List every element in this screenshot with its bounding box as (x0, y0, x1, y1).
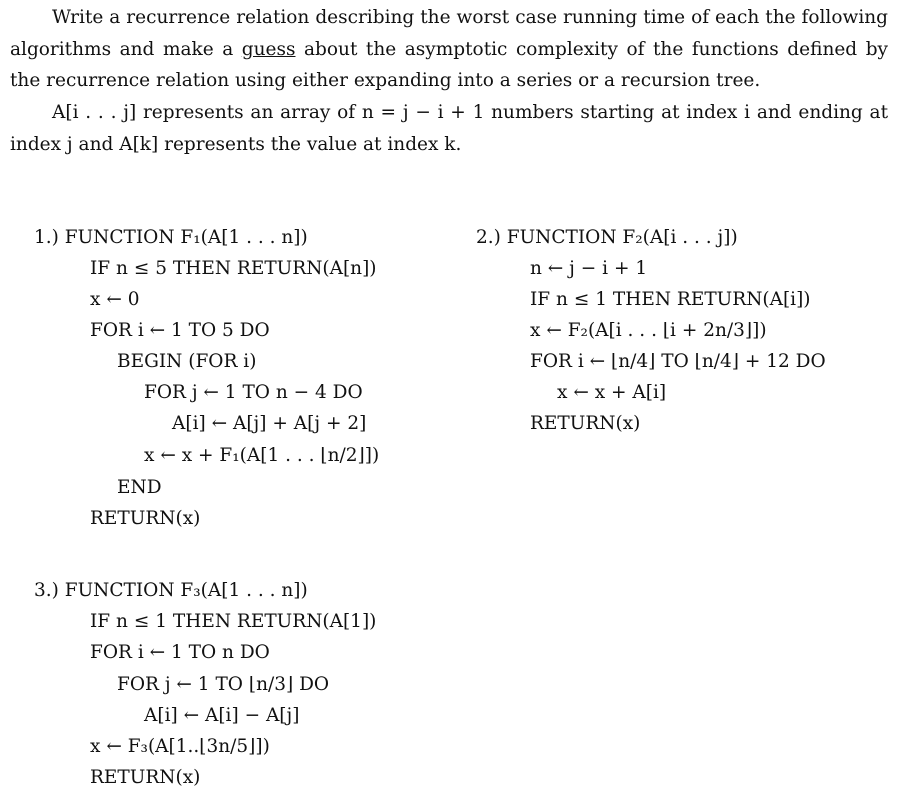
algorithm-1-line: FOR j ← 1 TO n − 4 DO (144, 382, 363, 403)
algorithm-3-line: A[i] ← A[i] − A[j] (144, 705, 300, 726)
algorithm-3-header: 3.) FUNCTION F₃(A[1 . . . n]) (34, 580, 308, 601)
algorithm-2-line: n ← j − i + 1 (530, 258, 648, 279)
algorithm-1-line: A[i] ← A[j] + A[j + 2] (172, 413, 367, 434)
algorithm-2-line: IF n ≤ 1 THEN RETURN(A[i]) (530, 289, 811, 310)
algorithm-1-line: x ← x + F₁(A[1 . . . ⌊n/2⌋]) (144, 445, 380, 466)
algorithm-1-line: x ← 0 (90, 289, 140, 310)
intro-paragraph-2: A[i . . . j] represents an array of n = j − i + 1 numbers starting at index i and ending at index j and A[k] represents the value at index k. (10, 102, 888, 155)
algorithm-2-line: x ← x + A[i] (557, 382, 667, 403)
algorithm-2-line: FOR i ← ⌊n/4⌋ TO ⌊n/4⌋ + 12 DO (530, 351, 826, 372)
intro-text-before: Write a recurrence relation describing the worst case running time of each the following algorithms and make a (10, 7, 888, 60)
intro-paragraph-1 (10, 2, 888, 97)
algorithm-1-line: RETURN(x) (90, 508, 201, 529)
algorithm-1-line: END (117, 477, 162, 498)
algorithm-2-line: RETURN(x) (530, 413, 641, 434)
intro-text-after: about the asymptotic complexity of the functions defined by the recurrence relation using either expanding into a series or a recursion tree. (10, 38, 888, 91)
algorithm-3-line: FOR i ← 1 TO n DO (90, 642, 270, 663)
algorithm-1-line: BEGIN (FOR i) (117, 351, 257, 372)
algorithm-3-line: IF n ≤ 1 THEN RETURN(A[1]) (90, 611, 377, 632)
intro-guess-word: guess (241, 38, 296, 60)
algorithm-2-header: 2.) FUNCTION F₂(A[i . . . j]) (476, 227, 738, 248)
algorithm-1-header: 1.) FUNCTION F₁(A[1 . . . n]) (34, 227, 308, 248)
algorithm-3-line: RETURN(x) (90, 767, 201, 788)
algorithm-1-line: FOR i ← 1 TO 5 DO (90, 320, 270, 341)
algorithm-3-line: FOR j ← 1 TO ⌊n/3⌋ DO (117, 674, 330, 695)
algorithm-2-line: x ← F₂(A[i . . . ⌊i + 2n/3⌋]) (530, 320, 767, 341)
algorithm-3-line: x ← F₃(A[1..⌊3n/5⌋]) (90, 736, 270, 757)
algorithm-1-line: IF n ≤ 5 THEN RETURN(A[n]) (90, 258, 377, 279)
